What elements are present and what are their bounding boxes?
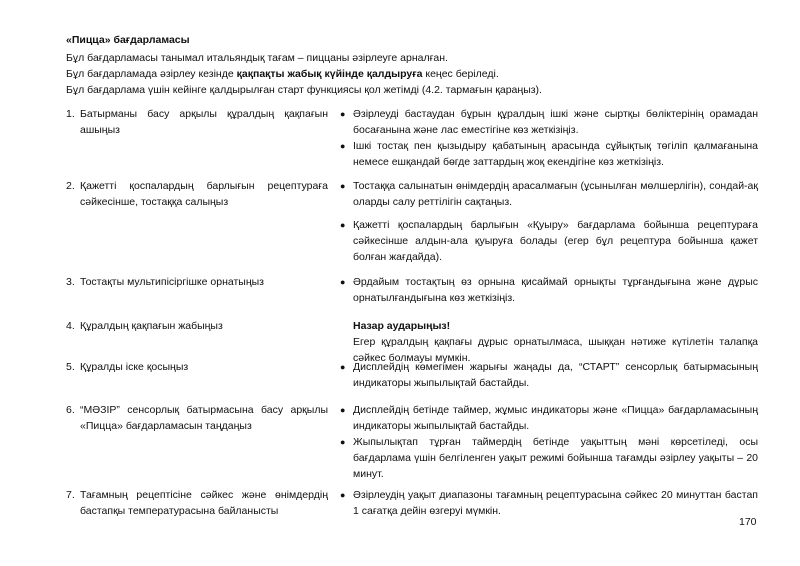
- intro-line-3: Бұл бағдарлама үшін кейінге қалдырылған старт функциясы қол жетімді (4.2. тармағын қараңыз).: [66, 84, 542, 96]
- note-item: ● Әрдайым тостақтың өз орнына қисаймай орнықты тұрғандығына және дұрыс орнатылғандығына көз жеткізіңіз.: [340, 276, 758, 304]
- step-1: 1. Батырманы басу арқылы құралдың қақпағын ашыңыз: [66, 108, 328, 136]
- step-5: 5. Құралды іске қосыңыз: [66, 359, 328, 375]
- page-number: 170: [739, 516, 757, 528]
- bullet-dot-icon: ●: [340, 109, 346, 119]
- step-text: Құралдың қақпағын жабыңыз: [80, 320, 223, 332]
- note-group-2a: [340, 178, 758, 210]
- warning-title: Назар аударыңыз!: [353, 320, 451, 332]
- bullet-dot-icon: ●: [340, 362, 346, 372]
- note-group-1: [340, 106, 758, 170]
- section-heading: «Пицца» бағдарламасы: [66, 34, 190, 46]
- note-item: ● Тостаққа салынатын өнімдердің арасалмағын (ұсынылған мөлшерлігін), сондай-ақ оларды салу реттілігін сақтаңыз.: [340, 180, 758, 208]
- bullet-dot-icon: ●: [340, 405, 346, 415]
- lid-closed-emphasis: қақпақты жабық күйінде қалдыруға: [236, 68, 423, 80]
- note-item: ● Дисплейдің көмегімен жарығы жаңады да, “СТАРТ” сенсорлық батырмасының индикаторы жыпылықтай бастайды.: [340, 361, 758, 389]
- bullet-dot-icon: ●: [340, 437, 346, 447]
- note-item: ● Ішкі тостақ пен қызыдыру қабатының арасында сұйықтық төгіліп қалмағанына немесе ешқандай бөгде заттардың жоқ екендігіне көз жеткізіңіз.: [340, 140, 758, 168]
- step-text: Тағамның рецептісіне сәйкес және өнімдердің бастапқы температурасына байланысты: [80, 489, 328, 517]
- note-group-6: [340, 402, 758, 482]
- note-item: ● Әзірлеуді бастаудан бұрын құралдың ішкі және сыртқы бөліктерінің орамадан босағанына және лас еместігіне көз жеткізіңіз.: [340, 108, 758, 136]
- note-item: ● Әзірлеудің уақыт диапазоны тағамның рецептурасына сәйкес 20 минуттан бастап 1 сағатқа дейін өзгеруі мүмкін.: [340, 489, 758, 517]
- note-group-2b: [340, 217, 758, 265]
- step-text: Қажетті қоспалардың барлығын рецептураға сәйкесінше, тостаққа салыңыз: [80, 180, 328, 208]
- intro-paragraph: [66, 50, 766, 98]
- bullet-dot-icon: ●: [340, 141, 346, 151]
- note-item: ● Қажетті қоспалардың барлығын «Қуыру» бағдарлама бойынша рецептураға сәйкесінше алдын-ала қуыруға болады (егер бұл рецептура бойынша қажет болған жағдайда).: [340, 219, 758, 263]
- intro-line-1: Бұл бағдарламасы танымал итальяндық тағам – пиццаны әзірлеуге арналған.: [66, 52, 448, 64]
- warning-text: Егер құралдың қақпағы дұрыс орнатылмаса, шыққан нәтиже күтілетін талапқа сәйкес болмауы мүмкін.: [353, 336, 758, 364]
- intro-line-2: Бұл бағдарламада әзірлеу кезінде қақпақты жабық күйінде қалдыруға кеңес беріледі.: [66, 68, 499, 80]
- step-7: 7. Тағамның рецептісіне сәйкес және өнімдердің бастапқы температурасына байланысты: [66, 489, 328, 517]
- note-item: ● Жыпылықтап тұрған таймердің бетінде уақыттың мәні көрсетіледі, осы бағдарлама үшін белгіленген уақыт режимі бойынша тағамды әзірлеу уақыты – 20 минут.: [340, 436, 758, 480]
- step-text: Құралды іске қосыңыз: [80, 361, 189, 373]
- step-text: “МӘЗІР” сенсорлық батырмасына басу арқылы «Пицца» бағдарламасын таңдаңыз: [80, 404, 328, 432]
- note-group-5: [340, 359, 758, 391]
- step-3: 3. Тостақты мультипісіргішке орнатыңыз: [66, 274, 328, 290]
- bullet-dot-icon: ●: [340, 181, 346, 191]
- bullet-dot-icon: ●: [340, 277, 346, 287]
- step-text: Батырманы басу арқылы құралдың қақпағын ашыңыз: [80, 108, 328, 136]
- step-text: Тостақты мультипісіргішке орнатыңыз: [80, 276, 264, 288]
- step-6: 6. “МӘЗІР” сенсорлық батырмасына басу арқылы «Пицца» бағдарламасын таңдаңыз: [66, 404, 328, 432]
- step-2: 2. Қажетті қоспалардың барлығын рецептураға сәйкесінше, тостаққа салыңыз: [66, 180, 328, 208]
- note-group-3: [340, 274, 758, 306]
- step-4: 4. Құралдың қақпағын жабыңыз: [66, 318, 328, 334]
- note-group-7: [340, 487, 758, 519]
- bullet-dot-icon: ●: [340, 490, 346, 500]
- bullet-dot-icon: ●: [340, 220, 346, 230]
- note-item: ● Дисплейдің бетінде таймер, жұмыс индикаторы және «Пицца» бағдарламасының индикаторы жыпылықтай бастайды.: [340, 404, 758, 432]
